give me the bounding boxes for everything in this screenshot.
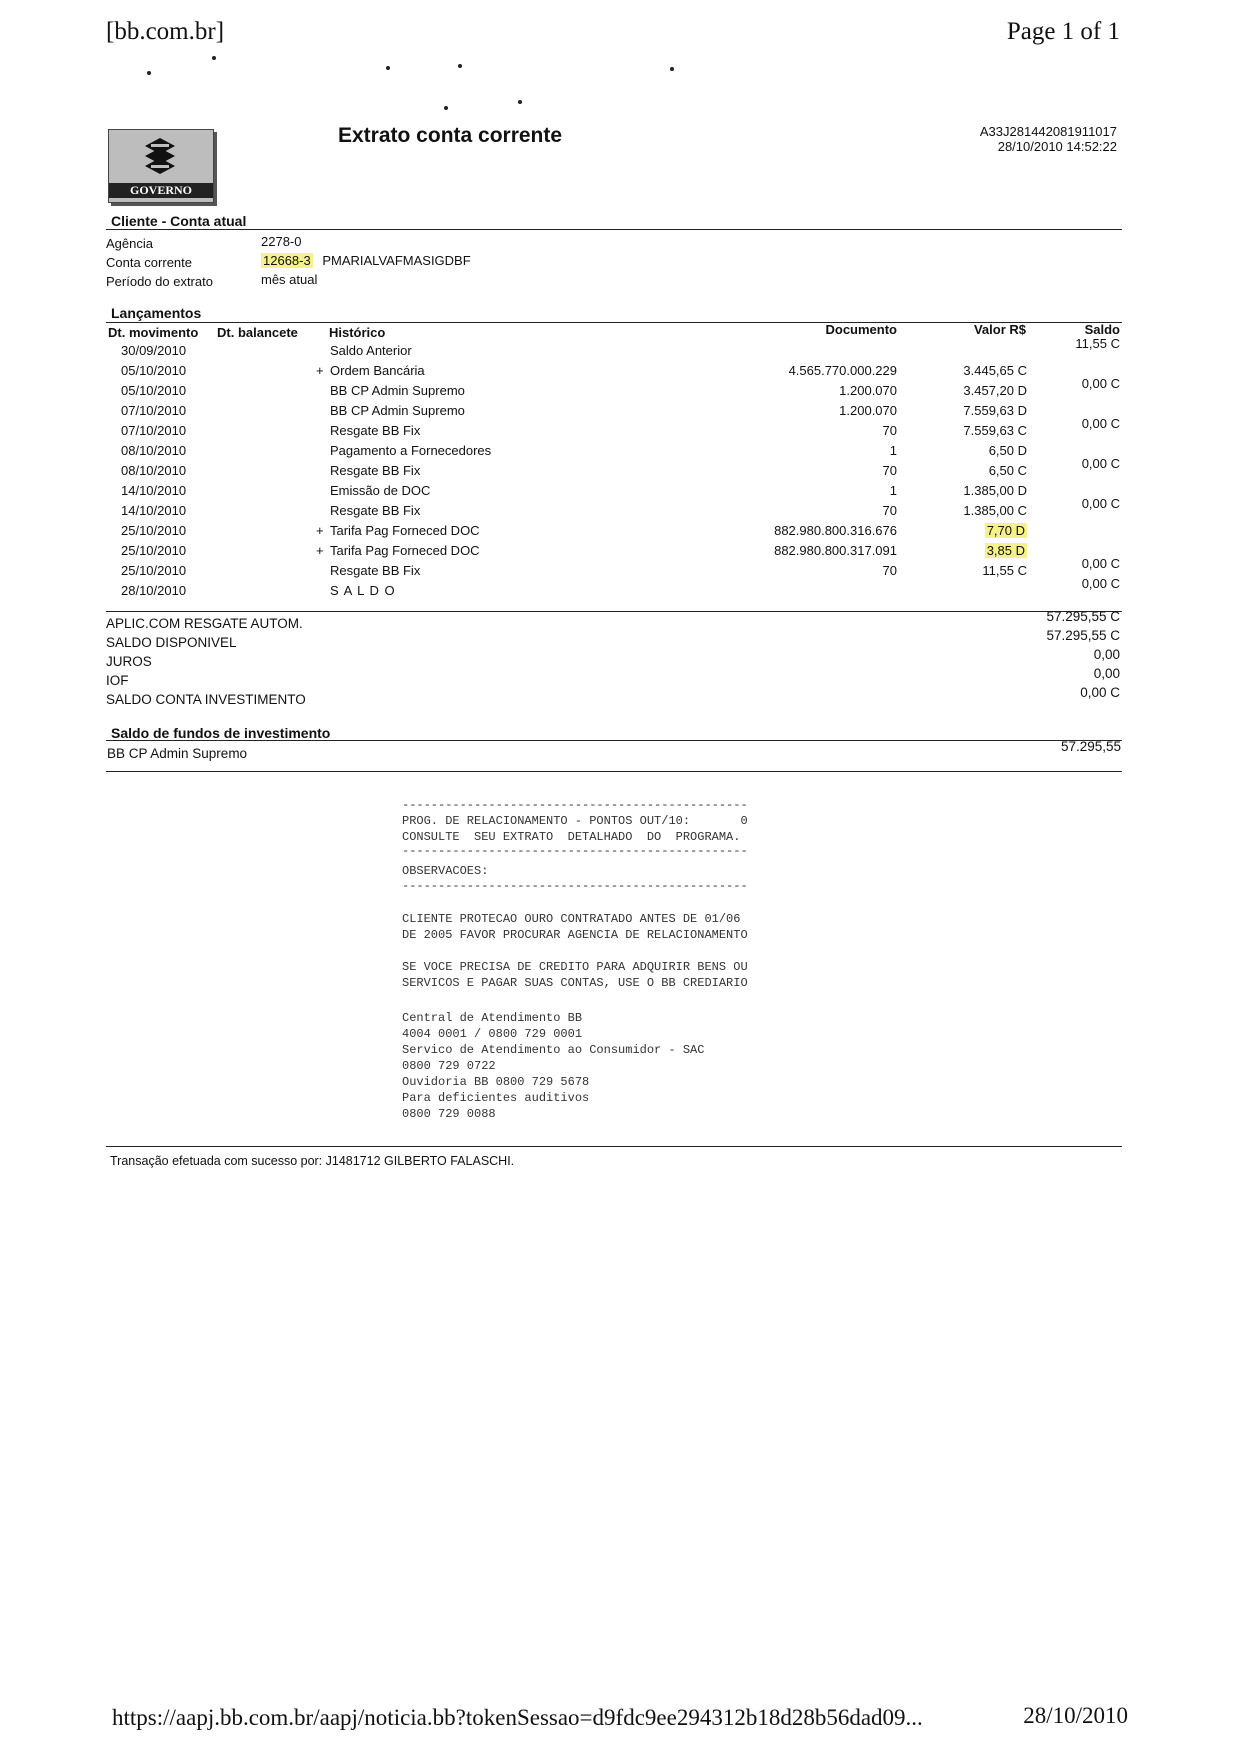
summary-label: JUROS — [106, 654, 152, 669]
row-date: 08/10/2010 — [121, 443, 187, 458]
notice-prog-line-1: PROG. DE RELACIONAMENTO - PONTOS OUT/10: 0 — [402, 814, 748, 828]
row-date: 25/10/2010 — [121, 543, 187, 558]
table-row — [0, 543, 1244, 563]
notice-contact-6: Para deficientes auditivos — [402, 1091, 590, 1105]
row-valor: 3,85 D — [986, 543, 1025, 558]
table-row — [0, 576, 1244, 603]
summary-row — [0, 628, 1244, 654]
divider — [106, 322, 1122, 323]
periodo-value: mês atual — [261, 272, 318, 287]
row-valor: 3.457,20 D — [963, 383, 1027, 398]
row-historico: Resgate BB Fix — [330, 423, 421, 438]
notice-paragraph-2b: SERVICOS E PAGAR SUAS CONTAS, USE O BB CREDIARIO — [402, 976, 748, 990]
row-valor: 1.385,00 D — [963, 483, 1027, 498]
conta-holder: PMARIALVAFMASIGDBF — [322, 253, 471, 268]
row-date: 25/10/2010 — [121, 523, 187, 538]
notice-contact-1: Central de Atendimento BB — [402, 1011, 583, 1025]
row-date: 14/10/2010 — [121, 483, 187, 498]
scan-speck — [444, 106, 448, 110]
table-row — [0, 416, 1244, 443]
row-documento: 70 — [882, 463, 897, 478]
row-documento: 70 — [882, 423, 897, 438]
table-row — [0, 456, 1244, 483]
document-id — [980, 124, 1117, 154]
col-header-saldo: Saldo — [1084, 322, 1120, 337]
col-header-movimento: Dt. movimento — [108, 325, 199, 340]
summary-value: 57.295,55 C — [1046, 609, 1120, 624]
row-documento: 70 — [882, 503, 897, 518]
row-saldo: 0,00 C — [1081, 576, 1120, 591]
row-date: 07/10/2010 — [121, 423, 187, 438]
row-date: 08/10/2010 — [121, 463, 187, 478]
col-header-historico: Histórico — [329, 325, 386, 340]
bank-logo — [108, 129, 214, 203]
document-code: A33J281442081911017 — [979, 124, 1117, 139]
row-prefix: + — [316, 523, 324, 538]
table-row — [0, 336, 1244, 363]
divider — [106, 740, 1122, 741]
summary-row — [0, 685, 1244, 711]
table-row — [0, 376, 1244, 403]
divider — [106, 611, 1122, 612]
summary-value: 0,00 — [1093, 666, 1120, 681]
notice-paragraph-2a: SE VOCE PRECISA DE CREDITO PARA ADQUIRIR BENS OU — [402, 960, 748, 974]
divider — [106, 1146, 1122, 1147]
notice-dashes: ------------------------------------------------ — [402, 879, 748, 893]
row-documento: 1 — [889, 443, 897, 458]
row-historico: Saldo Anterior — [330, 343, 412, 358]
section-fundos-title: Saldo de fundos de investimento — [111, 725, 331, 741]
row-valor: 3.445,65 C — [963, 363, 1027, 378]
row-historico: BB CP Admin Supremo — [330, 403, 465, 418]
summary-label: SALDO DISPONIVEL — [106, 635, 237, 650]
table-row — [0, 403, 1244, 423]
divider — [106, 771, 1122, 772]
row-valor: 6,50 C — [988, 463, 1027, 478]
row-documento: 882.980.800.317.091 — [774, 543, 897, 558]
row-date: 05/10/2010 — [121, 383, 187, 398]
notice-dashes: ------------------------------------------------ — [402, 844, 748, 858]
row-valor: 1.385,00 C — [963, 503, 1027, 518]
row-documento: 4.565.770.000.229 — [788, 363, 897, 378]
page-url: https://aapj.bb.com.br/aapj/noticia.bb?tokenSessao=d9fdc9ee294312b18d28b56dad09... — [112, 1705, 923, 1730]
logo-text: GOVERNO — [109, 183, 213, 198]
notice-paragraph-1b: DE 2005 FAVOR PROCURAR AGENCIA DE RELACIONAMENTO — [402, 928, 748, 942]
row-saldo: 0,00 C — [1081, 456, 1120, 471]
transaction-confirmation: Transação efetuada com sucesso por: J1481712 GILBERTO FALASCHI. — [110, 1154, 515, 1168]
row-saldo: 11,55 C — [1075, 336, 1120, 351]
row-saldo: 0,00 C — [1081, 496, 1120, 511]
row-historico: Emissão de DOC — [330, 483, 431, 498]
col-header-documento: Documento — [825, 322, 897, 337]
fundo-value: 57.295,55 — [1060, 739, 1121, 754]
row-historico: Resgate BB Fix — [330, 563, 421, 578]
col-header-valor: Valor R$ — [973, 322, 1026, 337]
summary-label: APLIC.COM RESGATE AUTOM. — [106, 616, 303, 631]
summary-value: 57.295,55 C — [1046, 628, 1120, 643]
row-valor: 7,70 D — [986, 523, 1025, 538]
table-row — [0, 556, 1244, 583]
notice-contact-2: 4004 0001 / 0800 729 0001 — [402, 1027, 583, 1041]
notice-obs-title: OBSERVACOES: — [402, 864, 489, 878]
row-documento: 1.200.070 — [839, 383, 897, 398]
periodo-label: Período do extrato — [106, 274, 213, 289]
bb-logo-icon — [139, 136, 181, 185]
row-historico: Tarifa Pag Forneced DOC — [330, 523, 480, 538]
scan-speck — [386, 66, 390, 70]
notice-contact-5: Ouvidoria BB 0800 729 5678 — [402, 1075, 590, 1089]
row-date: 07/10/2010 — [121, 403, 187, 418]
row-date: 05/10/2010 — [121, 363, 187, 378]
conta-value — [261, 253, 471, 268]
row-saldo: 0,00 C — [1081, 376, 1120, 391]
table-row — [0, 483, 1244, 503]
document-datetime: 28/10/2010 14:52:22 — [997, 139, 1117, 154]
section-cliente-title: Cliente - Conta atual — [111, 213, 247, 229]
row-documento: 1 — [889, 483, 897, 498]
row-valor: 7.559,63 D — [963, 403, 1027, 418]
row-date: 30/09/2010 — [121, 343, 187, 358]
scan-speck — [212, 56, 216, 60]
page-title: Extrato conta corrente — [338, 124, 563, 147]
row-historico: Tarifa Pag Forneced DOC — [330, 543, 480, 558]
row-historico: BB CP Admin Supremo — [330, 383, 465, 398]
row-prefix: + — [316, 363, 324, 378]
fundo-name: BB CP Admin Supremo — [107, 746, 248, 761]
conta-label: Conta corrente — [106, 255, 192, 270]
notice-contact-4: 0800 729 0722 — [402, 1059, 496, 1073]
row-saldo: 0,00 C — [1081, 416, 1120, 431]
row-documento: 70 — [882, 563, 897, 578]
row-documento: 882.980.800.316.676 — [774, 523, 897, 538]
row-historico: Ordem Bancária — [330, 363, 425, 378]
row-valor: 6,50 D — [988, 443, 1027, 458]
agencia-label: Agência — [106, 236, 153, 251]
row-valor: 7.559,63 C — [963, 423, 1027, 438]
row-historico: S A L D O — [330, 583, 396, 598]
summary-value: 0,00 C — [1080, 685, 1120, 700]
print-date: 28/10/2010 — [1023, 1703, 1128, 1728]
summary-label: IOF — [106, 673, 129, 688]
row-historico: Pagamento a Fornecedores — [330, 443, 492, 458]
scan-speck — [670, 67, 674, 71]
conta-number: 12668-3 — [263, 253, 311, 268]
notice-paragraph-1a: CLIENTE PROTECAO OURO CONTRATADO ANTES DE 01/06 — [402, 912, 741, 926]
row-saldo: 0,00 C — [1081, 556, 1120, 571]
row-valor: 11,55 C — [982, 563, 1027, 578]
summary-value: 0,00 — [1093, 647, 1120, 662]
summary-row — [0, 647, 1244, 673]
row-historico: Resgate BB Fix — [330, 503, 421, 518]
row-prefix: + — [316, 543, 324, 558]
page-header-site: [bb.com.br] — [106, 18, 225, 45]
section-lancamentos-title: Lançamentos — [111, 305, 202, 321]
summary-label: SALDO CONTA INVESTIMENTO — [106, 692, 306, 707]
row-date: 28/10/2010 — [121, 583, 187, 598]
notice-contact-3: Servico de Atendimento ao Consumidor - SAC — [402, 1043, 705, 1057]
scan-speck — [458, 64, 462, 68]
notice-prog-line-2: CONSULTE SEU EXTRATO DETALHADO DO PROGRAMA. — [402, 830, 741, 844]
row-date: 14/10/2010 — [121, 503, 187, 518]
notice-contact-7: 0800 729 0088 — [402, 1107, 496, 1121]
agencia-value: 2278-0 — [261, 234, 302, 249]
table-row — [0, 523, 1244, 543]
page-number: Page 1 of 1 — [1006, 18, 1120, 45]
notice-dashes-top: ------------------------------------------------ — [402, 798, 748, 812]
row-documento: 1.200.070 — [839, 403, 897, 418]
table-row — [0, 363, 1244, 383]
scan-speck — [147, 71, 151, 75]
summary-row — [0, 666, 1244, 692]
row-historico: Resgate BB Fix — [330, 463, 421, 478]
col-header-balancete: Dt. balancete — [217, 325, 298, 340]
table-row — [0, 443, 1244, 463]
table-row — [0, 496, 1244, 523]
row-date: 25/10/2010 — [121, 563, 187, 578]
scan-speck — [518, 100, 522, 104]
divider — [106, 229, 1122, 230]
